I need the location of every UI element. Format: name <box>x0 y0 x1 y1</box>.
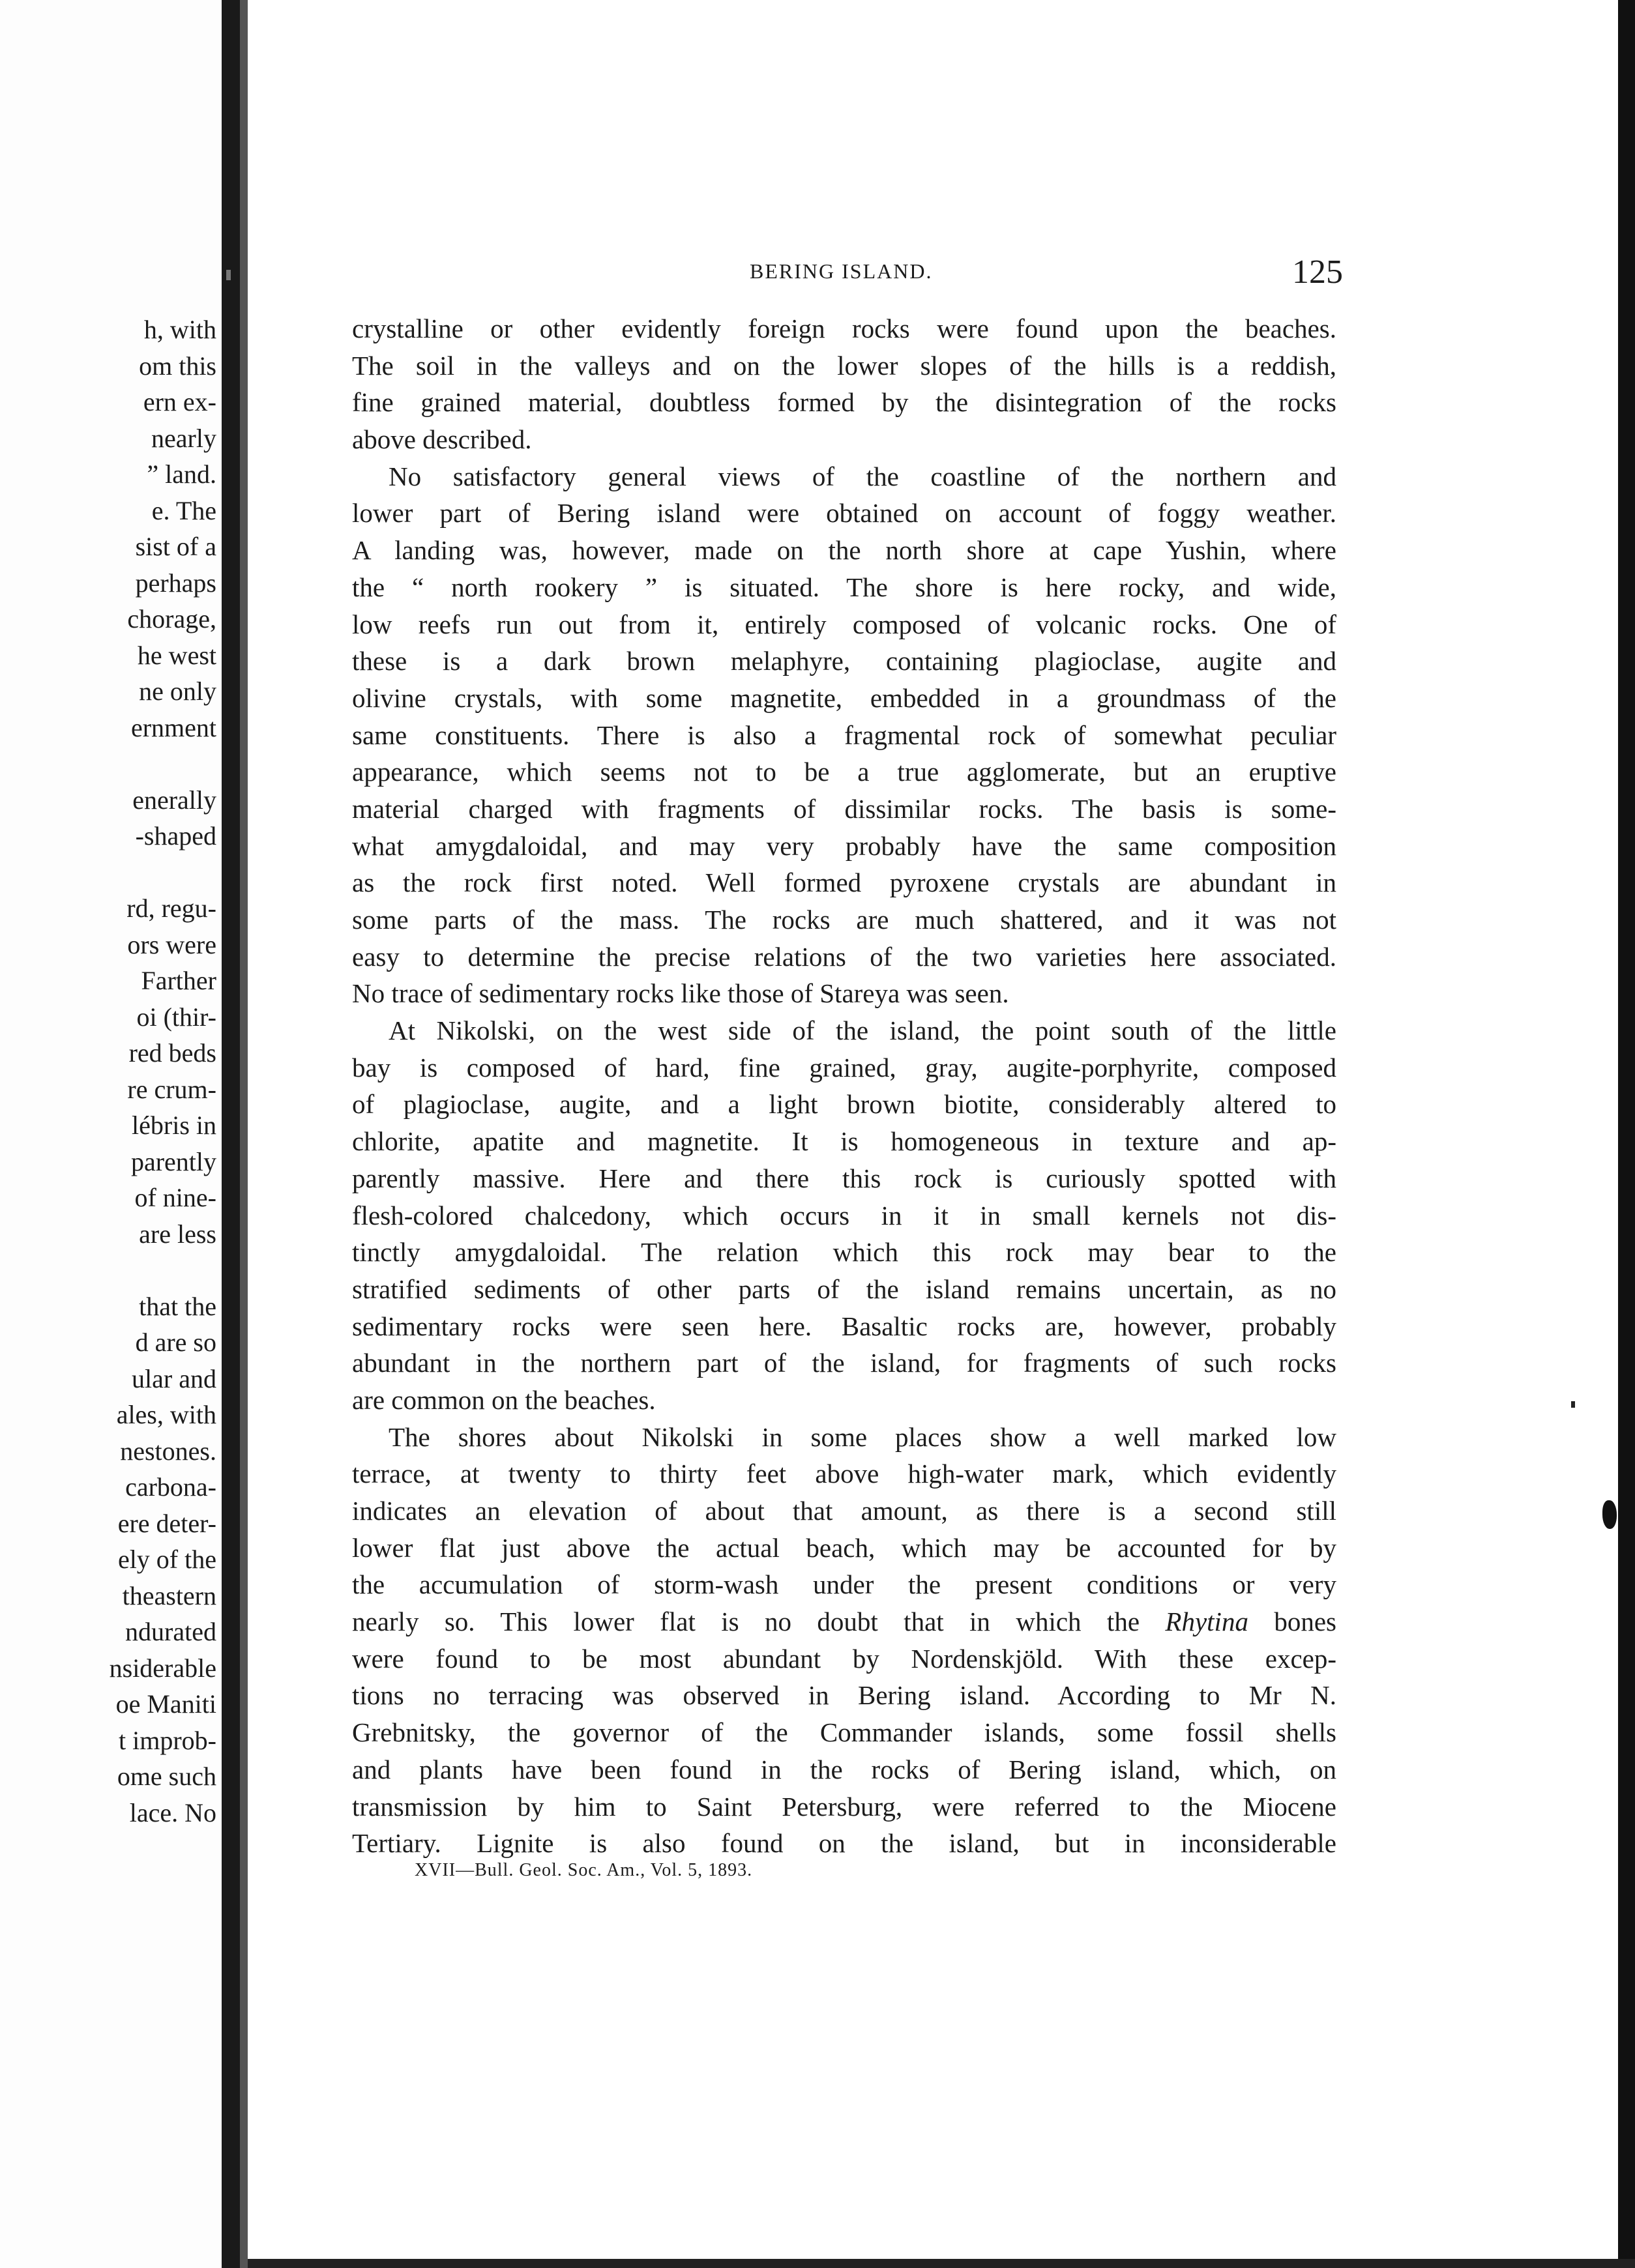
facing-page-fragment <box>0 0 222 2268</box>
facing-page-line: -shaped <box>135 821 216 850</box>
text-line: A landing was, however, made on the north shore at cape Yushin, where <box>352 535 1336 566</box>
facing-page-line: oi (thir- <box>136 1002 216 1032</box>
gutter-shadow <box>240 0 248 2268</box>
facing-page-line: ular and <box>132 1363 216 1393</box>
facing-page-line: theastern <box>122 1580 216 1610</box>
text-line: olivine crystals, with some magnetite, embedded in a groundmass of the <box>352 682 1336 713</box>
text-line: same constituents. There is also a fragmental rock of somewhat peculiar <box>352 720 1336 750</box>
facing-page-line: e. The <box>151 495 216 525</box>
text-line: were found to be most abundant by Nordenskjöld. With these excep- <box>352 1643 1336 1674</box>
facing-page-line: carbona- <box>125 1472 216 1502</box>
paragraph <box>352 1419 1336 1862</box>
facing-page-line: t improb- <box>119 1725 216 1755</box>
paragraph <box>352 310 1336 458</box>
body-text <box>352 310 1336 1862</box>
facing-page-line <box>1 1252 216 1288</box>
facing-page-line: d are so <box>135 1328 216 1357</box>
text-line: No trace of sedimentary rocks like those of Stareya was seen. <box>352 978 1009 1009</box>
paragraph <box>352 1012 1336 1419</box>
facing-page-line: oe Maniti <box>115 1689 216 1719</box>
text-line: material charged with fragments of dissimilar rocks. The basis is some- <box>352 793 1336 824</box>
facing-page-line: perhaps <box>135 568 216 598</box>
book-gutter <box>222 0 240 2268</box>
text-line: above described. <box>352 424 532 455</box>
text-line: easy to determine the precise relations of the two varieties here associated. <box>352 941 1336 972</box>
text-line: of plagioclase, augite, and a light brown biotite, considerably altered to <box>352 1089 1336 1120</box>
text-line: tions no terracing was observed in Bering island. According to Mr N. <box>352 1680 1336 1711</box>
facing-page-text <box>1 312 216 1831</box>
page-header <box>352 254 1343 296</box>
facing-page-line: rd, regu- <box>126 894 216 923</box>
scan-edge-bottom <box>248 2259 1635 2268</box>
facing-page-line: nsiderable <box>109 1653 216 1683</box>
page-number: 125 <box>1292 254 1343 291</box>
text-line: sedimentary rocks were seen here. Basaltic rocks are, however, probably <box>352 1311 1336 1341</box>
running-head: BERING ISLAND. <box>750 259 933 283</box>
text-line: low reefs run out from it, entirely composed of volcanic rocks. One of <box>352 609 1336 639</box>
facing-page-line: nestones. <box>120 1436 216 1466</box>
text-line: stratified sediments of other parts of the island remains uncertain, as no <box>352 1273 1336 1304</box>
text-line: crystalline or other evidently foreign rocks were found upon the beaches. <box>352 313 1336 343</box>
facing-page-line: chorage, <box>127 604 216 633</box>
text-line: some parts of the mass. The rocks are much shattered, and it was not <box>352 905 1336 935</box>
facing-page-line: red beds <box>128 1038 216 1068</box>
facing-page-line: Farther <box>141 966 216 995</box>
facing-page-line: nearly <box>151 423 216 453</box>
text-line: are common on the beaches. <box>352 1384 656 1415</box>
text-line: appearance, which seems not to be a true agglomerate, but an eruptive <box>352 757 1336 787</box>
facing-page-line: h, with <box>143 315 216 344</box>
facing-page-line: sist of a <box>135 532 216 561</box>
text-line: the accumulation of storm-wash under the present conditions or very <box>352 1569 1336 1600</box>
text-line: bay is composed of hard, fine grained, gray, augite-porphyrite, composed <box>352 1052 1336 1083</box>
signature-line: XVII—Bull. Geol. Soc. Am., Vol. 5, 1893. <box>415 1860 753 1880</box>
text-line: the “ north rookery ” is situated. The shore is here rocky, and wide, <box>352 572 1336 602</box>
facing-page-line: ernment <box>130 712 216 742</box>
text-line: nearly so. This lower flat is no doubt that in which the Rhytina bones <box>352 1606 1336 1637</box>
facing-page-line: ors were <box>127 929 216 959</box>
text-line: At Nikolski, on the west side of the island, the point south of the little <box>389 1015 1336 1046</box>
facing-page-line: re crum- <box>127 1074 216 1104</box>
facing-page-line: ern ex- <box>143 387 216 416</box>
text-line: Tertiary. Lignite is also found on the island, but in inconsiderable <box>352 1828 1336 1859</box>
text-line: indicates an elevation of about that amount, as there is a second still <box>352 1496 1336 1526</box>
facing-page-line: that the <box>139 1291 216 1321</box>
text-line: fine grained material, doubtless formed by the disintegration of the rocks <box>352 387 1336 418</box>
facing-page-line: lébris in <box>132 1111 216 1140</box>
facing-page-line: enerally <box>132 785 216 815</box>
facing-page-line <box>1 854 216 891</box>
facing-page-line <box>1 746 216 782</box>
text-line: what amygdaloidal, and may very probably have the same composition <box>352 830 1336 861</box>
facing-page-line: ere deter- <box>117 1508 216 1538</box>
text-line: flesh-colored chalcedony, which occurs in it in small kernels not dis- <box>352 1200 1336 1230</box>
text-line: The soil in the valleys and on the lower slopes of the hills is a reddish, <box>352 350 1336 381</box>
facing-page-line: ” land. <box>147 459 216 489</box>
text-line: and plants have been found in the rocks of Bering island, which, on <box>352 1754 1336 1784</box>
facing-page-line: are less <box>139 1219 216 1249</box>
text-line: parently massive. Here and there this rock is curiously spotted with <box>352 1163 1336 1193</box>
facing-page-line: ndurated <box>125 1617 216 1646</box>
facing-page-line: parently <box>130 1146 216 1176</box>
facing-page-line: ely of the <box>117 1545 216 1574</box>
text-line: as the rock first noted. Well formed pyroxene crystals are abundant in <box>352 867 1336 898</box>
text-line: terrace, at twenty to thirty feet above high-water mark, which evidently <box>352 1459 1336 1489</box>
text-line: No satisfactory general views of the coastline of the northern and <box>389 461 1336 491</box>
text-line: tinctly amygdaloidal. The relation which this rock may bear to the <box>352 1237 1336 1268</box>
facing-page-line: ales, with <box>116 1400 216 1429</box>
ink-smudge <box>1602 1500 1617 1529</box>
text-line: lower part of Bering island were obtained on account of foggy weather. <box>352 498 1336 529</box>
facing-page-line: of nine- <box>134 1183 216 1212</box>
scan-artifact <box>226 270 231 280</box>
text-line: transmission by him to Saint Petersburg, were referred to the Miocene <box>352 1791 1336 1822</box>
facing-page-line: ome such <box>117 1762 216 1791</box>
scan-artifact <box>1571 1401 1575 1408</box>
facing-page-line: lace. No <box>129 1797 216 1827</box>
text-line: these is a dark brown melaphyre, containing plagioclase, augite and <box>352 646 1336 676</box>
paragraph <box>352 458 1336 1012</box>
scan-edge-right <box>1618 0 1635 2268</box>
text-line: The shores about Nikolski in some places show a well marked low <box>389 1421 1336 1452</box>
text-line: chlorite, apatite and magnetite. It is homogeneous in texture and ap- <box>352 1126 1336 1157</box>
facing-page-line: ne only <box>139 676 216 706</box>
text-line: lower flat just above the actual beach, which may be accounted for by <box>352 1532 1336 1563</box>
facing-page-line: om this <box>139 351 216 381</box>
facing-page-line: he west <box>137 640 216 670</box>
text-line: Grebnitsky, the governor of the Commander islands, some fossil shells <box>352 1717 1336 1748</box>
text-line: abundant in the northern part of the island, for fragments of such rocks <box>352 1348 1336 1378</box>
